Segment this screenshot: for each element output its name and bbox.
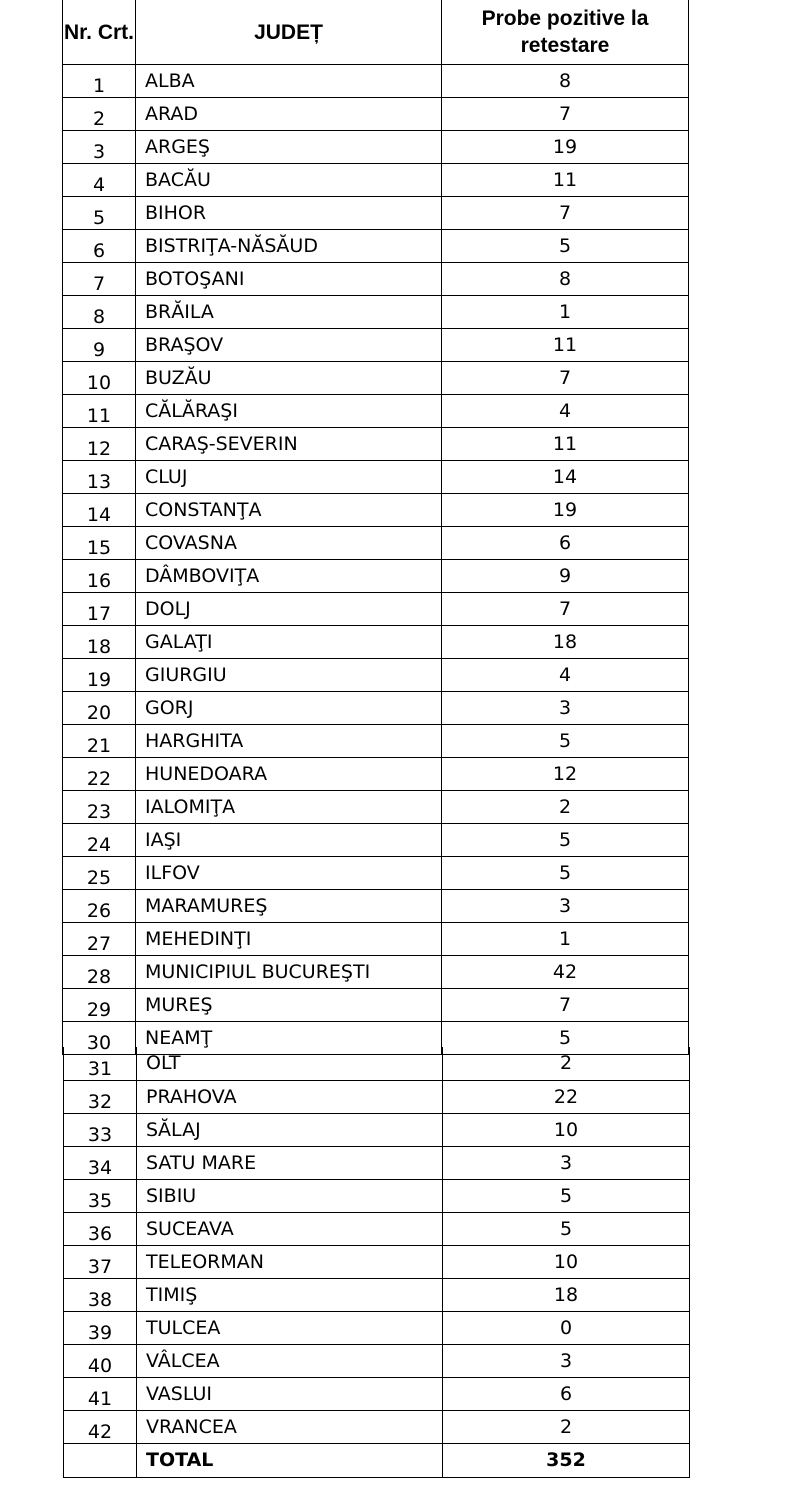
positive-count: 19 xyxy=(442,131,689,164)
table-row xyxy=(64,1312,690,1345)
county-name: PRAHOVA xyxy=(137,1081,443,1114)
positive-count: 3 xyxy=(442,890,689,923)
row-number: 31 xyxy=(64,1047,137,1081)
positive-count: 12 xyxy=(442,758,689,791)
county-name: GIURGIU xyxy=(136,659,442,692)
row-number: 33 xyxy=(64,1114,137,1147)
county-name: ARGEŞ xyxy=(136,131,442,164)
header-probe-pozitive: Probe pozitive la retestare xyxy=(442,0,689,65)
table-row xyxy=(63,98,689,131)
table-header-row xyxy=(63,0,689,65)
row-number: 24 xyxy=(63,824,136,857)
county-name: CLUJ xyxy=(136,461,442,494)
table-row xyxy=(63,956,689,989)
table-row xyxy=(63,428,689,461)
county-name: TULCEA xyxy=(137,1312,443,1345)
county-name: BIHOR xyxy=(136,197,442,230)
row-number: 18 xyxy=(63,626,136,659)
row-number: 39 xyxy=(64,1312,137,1345)
positive-count: 5 xyxy=(443,1213,690,1246)
positive-count: 11 xyxy=(442,329,689,362)
positive-count: 22 xyxy=(443,1081,690,1114)
positive-count: 7 xyxy=(442,593,689,626)
positive-count: 1 xyxy=(442,296,689,329)
row-number: 20 xyxy=(63,692,136,725)
county-name: BISTRIŢA-NĂSĂUD xyxy=(136,230,442,263)
row-number: 30 xyxy=(63,1022,136,1055)
positive-count: 19 xyxy=(442,494,689,527)
row-number: 32 xyxy=(64,1081,137,1114)
positive-count: 14 xyxy=(442,461,689,494)
row-number: 28 xyxy=(63,956,136,989)
county-table-part-2 xyxy=(63,1047,690,1478)
row-number: 38 xyxy=(64,1279,137,1312)
table-row xyxy=(63,329,689,362)
row-number: 40 xyxy=(64,1345,137,1378)
table-body-part-2 xyxy=(64,1047,690,1444)
table-row xyxy=(63,263,689,296)
county-name: NEAMŢ xyxy=(136,1022,442,1055)
table-body-part-1 xyxy=(63,65,689,1055)
county-name: VÂLCEA xyxy=(137,1345,443,1378)
county-name: BACĂU xyxy=(136,164,442,197)
county-name: DOLJ xyxy=(136,593,442,626)
positive-count: 2 xyxy=(442,791,689,824)
county-name: GALAŢI xyxy=(136,626,442,659)
county-name: CĂLĂRAŞI xyxy=(136,395,442,428)
positive-count: 6 xyxy=(442,527,689,560)
total-nr-cell xyxy=(64,1444,137,1478)
positive-count: 7 xyxy=(442,197,689,230)
county-name: BUZĂU xyxy=(136,362,442,395)
positive-count: 7 xyxy=(442,98,689,131)
table-row xyxy=(63,626,689,659)
table-row xyxy=(63,164,689,197)
row-number: 17 xyxy=(63,593,136,626)
positive-count: 2 xyxy=(443,1047,690,1081)
county-name: SATU MARE xyxy=(137,1147,443,1180)
positive-count: 2 xyxy=(443,1411,690,1444)
table-row xyxy=(63,890,689,923)
row-number: 35 xyxy=(64,1180,137,1213)
table-row xyxy=(63,395,689,428)
header-nr-crt: Nr. Crt. xyxy=(63,0,136,65)
row-number: 29 xyxy=(63,989,136,1022)
county-name: MARAMUREŞ xyxy=(136,890,442,923)
row-number: 27 xyxy=(63,923,136,956)
row-number: 26 xyxy=(63,890,136,923)
table-row xyxy=(64,1081,690,1114)
county-name: IALOMIŢA xyxy=(136,791,442,824)
table-row xyxy=(63,593,689,626)
positive-count: 0 xyxy=(443,1312,690,1345)
positive-count: 3 xyxy=(443,1345,690,1378)
row-number: 6 xyxy=(63,230,136,263)
positive-count: 10 xyxy=(443,1114,690,1147)
county-name: ALBA xyxy=(136,65,442,98)
positive-count: 9 xyxy=(442,560,689,593)
county-name: CONSTANŢA xyxy=(136,494,442,527)
row-number: 3 xyxy=(63,131,136,164)
row-number: 22 xyxy=(63,758,136,791)
table-row xyxy=(63,131,689,164)
header-judet: JUDEȚ xyxy=(136,0,442,65)
row-number: 36 xyxy=(64,1213,137,1246)
table-row xyxy=(64,1246,690,1279)
row-number: 23 xyxy=(63,791,136,824)
positive-count: 4 xyxy=(442,395,689,428)
row-number: 34 xyxy=(64,1147,137,1180)
row-number: 2 xyxy=(63,98,136,131)
table-row xyxy=(63,560,689,593)
positive-count: 4 xyxy=(442,659,689,692)
row-number: 37 xyxy=(64,1246,137,1279)
positive-count: 5 xyxy=(442,725,689,758)
county-name: IAŞI xyxy=(136,824,442,857)
table-row xyxy=(64,1213,690,1246)
row-number: 8 xyxy=(63,296,136,329)
row-number: 10 xyxy=(63,362,136,395)
table-row xyxy=(63,527,689,560)
table-row xyxy=(64,1411,690,1444)
county-name: VASLUI xyxy=(137,1378,443,1411)
table-row xyxy=(63,923,689,956)
row-number: 19 xyxy=(63,659,136,692)
positive-count: 1 xyxy=(442,923,689,956)
row-number: 9 xyxy=(63,329,136,362)
table-row xyxy=(63,362,689,395)
row-number: 25 xyxy=(63,857,136,890)
county-name: COVASNA xyxy=(136,527,442,560)
positive-count: 5 xyxy=(442,230,689,263)
county-name: BRĂILA xyxy=(136,296,442,329)
positive-count: 5 xyxy=(443,1180,690,1213)
county-name: MEHEDINŢI xyxy=(136,923,442,956)
table-row xyxy=(64,1279,690,1312)
table-row xyxy=(63,857,689,890)
row-number: 11 xyxy=(63,395,136,428)
county-name: TELEORMAN xyxy=(137,1246,443,1279)
table-row xyxy=(63,461,689,494)
positive-count: 5 xyxy=(442,857,689,890)
positive-count: 42 xyxy=(442,956,689,989)
table-row xyxy=(63,230,689,263)
table-row xyxy=(63,197,689,230)
positive-count: 5 xyxy=(442,1022,689,1055)
county-name: ILFOV xyxy=(136,857,442,890)
positive-count: 11 xyxy=(442,164,689,197)
county-name: GORJ xyxy=(136,692,442,725)
county-name: CARAŞ-SEVERIN xyxy=(136,428,442,461)
positive-count: 8 xyxy=(442,263,689,296)
county-name: BOTOŞANI xyxy=(136,263,442,296)
row-number: 41 xyxy=(64,1378,137,1411)
county-name: SIBIU xyxy=(137,1180,443,1213)
row-number: 15 xyxy=(63,527,136,560)
row-number: 21 xyxy=(63,725,136,758)
county-name: MUNICIPIUL BUCUREŞTI xyxy=(136,956,442,989)
positive-count: 18 xyxy=(442,626,689,659)
table-row xyxy=(63,791,689,824)
county-table-part-1 xyxy=(62,0,689,1055)
total-row xyxy=(64,1444,690,1478)
table-row xyxy=(63,989,689,1022)
positive-count: 18 xyxy=(443,1279,690,1312)
positive-count: 10 xyxy=(443,1246,690,1279)
positive-count: 11 xyxy=(442,428,689,461)
county-name: HUNEDOARA xyxy=(136,758,442,791)
table-row xyxy=(63,758,689,791)
table-row xyxy=(63,296,689,329)
table-row xyxy=(63,725,689,758)
county-name: ARAD xyxy=(136,98,442,131)
table-row xyxy=(64,1047,690,1081)
table-row xyxy=(63,824,689,857)
total-value: 352 xyxy=(443,1444,690,1478)
positive-count: 7 xyxy=(442,989,689,1022)
county-name: BRAŞOV xyxy=(136,329,442,362)
table-row xyxy=(63,659,689,692)
positive-count: 3 xyxy=(442,692,689,725)
table-row xyxy=(64,1147,690,1180)
row-number: 42 xyxy=(64,1411,137,1444)
positive-count: 3 xyxy=(443,1147,690,1180)
county-name: VRANCEA xyxy=(137,1411,443,1444)
table-row xyxy=(63,65,689,98)
row-number: 5 xyxy=(63,197,136,230)
table-row xyxy=(63,692,689,725)
positive-count: 5 xyxy=(442,824,689,857)
county-name: HARGHITA xyxy=(136,725,442,758)
table-row xyxy=(64,1114,690,1147)
county-name: TIMIŞ xyxy=(137,1279,443,1312)
row-number: 7 xyxy=(63,263,136,296)
table-row xyxy=(63,494,689,527)
county-name: SUCEAVA xyxy=(137,1213,443,1246)
county-name: SĂLAJ xyxy=(137,1114,443,1147)
positive-count: 8 xyxy=(442,65,689,98)
row-number: 1 xyxy=(63,65,136,98)
row-number: 12 xyxy=(63,428,136,461)
row-number: 14 xyxy=(63,494,136,527)
table-row xyxy=(64,1180,690,1213)
total-label: TOTAL xyxy=(137,1444,443,1478)
county-name: OLT xyxy=(137,1047,443,1081)
row-number: 16 xyxy=(63,560,136,593)
row-number: 13 xyxy=(63,461,136,494)
table-row xyxy=(64,1378,690,1411)
positive-count: 7 xyxy=(442,362,689,395)
table-row xyxy=(64,1345,690,1378)
row-number: 4 xyxy=(63,164,136,197)
county-name: DÂMBOVIŢA xyxy=(136,560,442,593)
county-name: MUREŞ xyxy=(136,989,442,1022)
positive-count: 6 xyxy=(443,1378,690,1411)
